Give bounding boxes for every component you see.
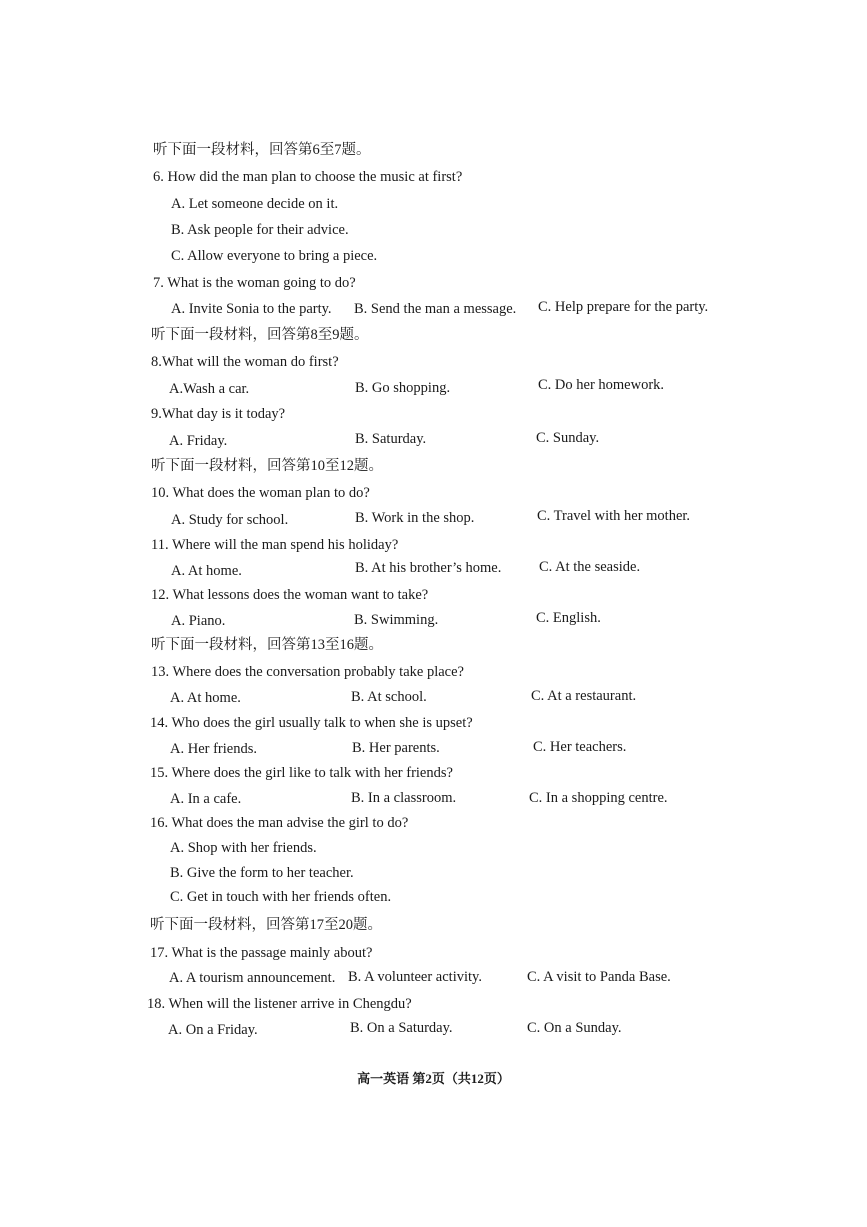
option-15b: B. In a classroom.	[351, 790, 457, 806]
section-heading: 听下面一段材料，回答第6至7题。	[153, 142, 371, 158]
question-18: 18. When will the listener arrive in Chengdu?	[147, 996, 412, 1012]
option-9c: C. Sunday.	[536, 430, 600, 446]
option-17c: C. A visit to Panda Base.	[527, 969, 671, 985]
option-7a: A. Invite Sonia to the party.	[171, 301, 332, 317]
option-18b: B. On a Saturday.	[350, 1020, 453, 1036]
question-8: 8.What will the woman do first?	[151, 354, 339, 370]
option-15c: C. In a shopping centre.	[529, 790, 668, 806]
option-16c: C. Get in touch with her friends often.	[170, 889, 392, 905]
question-13: 13. Where does the conversation probably take place?	[151, 664, 464, 680]
question-11: 11. Where will the man spend his holiday?	[151, 537, 399, 553]
question-17: 17. What is the passage mainly about?	[150, 945, 373, 961]
option-11c: C. At the seaside.	[539, 559, 641, 575]
section-heading: 听下面一段材料，回答第13至16题。	[151, 637, 383, 653]
section-heading: 听下面一段材料，回答第10至12题。	[151, 458, 383, 474]
question-12: 12. What lessons does the woman want to take?	[151, 587, 429, 603]
page-footer: 高一英语 第2页（共12页）	[357, 1071, 510, 1086]
question-6: 6. How did the man plan to choose the music at first?	[153, 169, 463, 185]
question-14: 14. Who does the girl usually talk to when she is upset?	[150, 715, 473, 731]
question-9: 9.What day is it today?	[151, 406, 286, 422]
option-13b: B. At school.	[351, 689, 427, 705]
option-8c: C. Do her homework.	[538, 377, 665, 393]
option-6b: B. Ask people for their advice.	[171, 222, 349, 238]
option-6a: A. Let someone decide on it.	[171, 196, 339, 212]
option-10a: A. Study for school.	[171, 512, 289, 528]
option-8b: B. Go shopping.	[355, 380, 451, 396]
option-7b: B. Send the man a message.	[354, 301, 517, 317]
option-8a: A.Wash a car.	[169, 381, 250, 397]
option-17b: B. A volunteer activity.	[348, 969, 482, 985]
option-16b: B. Give the form to her teacher.	[170, 865, 354, 881]
option-13a: A. At home.	[170, 690, 241, 706]
question-16: 16. What does the man advise the girl to do?	[150, 815, 409, 831]
option-14b: B. Her parents.	[352, 740, 440, 756]
option-10b: B. Work in the shop.	[355, 510, 475, 526]
option-13c: C. At a restaurant.	[531, 688, 637, 704]
question-15: 15. Where does the girl like to talk with her friends?	[150, 765, 453, 781]
option-18c: C. On a Sunday.	[527, 1020, 622, 1036]
option-15a: A. In a cafe.	[170, 791, 242, 807]
section-heading: 听下面一段材料，回答第8至9题。	[151, 327, 369, 343]
option-12c: C. English.	[536, 610, 601, 626]
option-9b: B. Saturday.	[355, 431, 427, 447]
option-11a: A. At home.	[171, 563, 242, 579]
option-12a: A. Piano.	[171, 613, 226, 629]
option-7c: C. Help prepare for the party.	[538, 299, 709, 315]
option-10c: C. Travel with her mother.	[537, 508, 691, 524]
option-12b: B. Swimming.	[354, 612, 439, 628]
option-9a: A. Friday.	[169, 433, 228, 449]
section-heading: 听下面一段材料，回答第17至20题。	[150, 917, 382, 933]
question-7: 7. What is the woman going to do?	[153, 275, 356, 291]
option-14a: A. Her friends.	[170, 741, 257, 757]
option-18a: A. On a Friday.	[168, 1022, 258, 1038]
option-17a: A. A tourism announcement.	[169, 970, 336, 986]
option-16a: A. Shop with her friends.	[170, 840, 317, 856]
option-11b: B. At his brother’s home.	[355, 560, 502, 576]
option-14c: C. Her teachers.	[533, 739, 627, 755]
question-10: 10. What does the woman plan to do?	[151, 485, 370, 501]
option-6c: C. Allow everyone to bring a piece.	[171, 248, 378, 264]
